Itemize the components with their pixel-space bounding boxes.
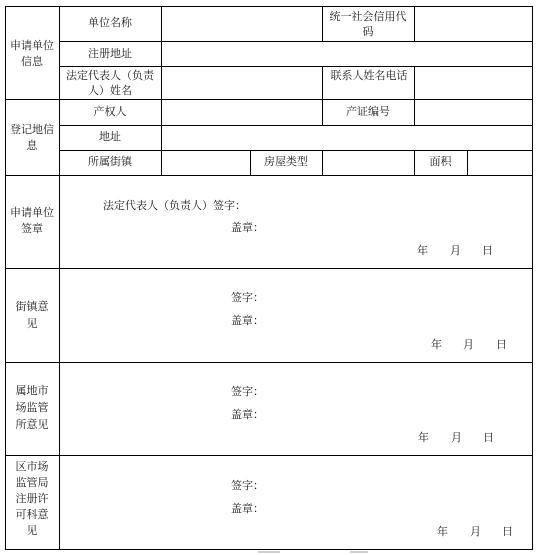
area-label: 面积 (429, 155, 452, 168)
credit-code-label: 统一社会信用代码 (329, 10, 407, 38)
unit-name-label: 单位名称 (88, 16, 132, 29)
district-bureau-signature-label: 签字： (231, 479, 264, 492)
district-bureau-section-label: 区市场监管局注册许可科意见 (15, 460, 49, 537)
site-info-section-label: 登记地信息 (10, 123, 54, 152)
page-footer-mark (258, 551, 280, 553)
legal-rep-signature-label: 法定代表人（负责人）签字： (103, 199, 246, 212)
house-type-label: 房屋类型 (264, 155, 308, 168)
legal-rep-label: 法定代表人（负责人）姓名 (66, 69, 154, 97)
street-label: 所属街镇 (88, 155, 132, 168)
market-office-date-month: 月 (451, 431, 462, 444)
street-seal-label: 盖章： (231, 314, 264, 327)
street-opinion-section-label: 街镇意见 (15, 300, 49, 330)
contact-label: 联系人姓名电话 (330, 69, 408, 82)
district-bureau-seal-label: 盖章： (231, 502, 264, 515)
market-office-seal-label: 盖章： (231, 408, 264, 421)
street-signature-label: 签字： (231, 291, 264, 304)
district-bureau-date-year: 年 (437, 525, 448, 538)
applicant-seal-label: 盖章： (231, 221, 264, 234)
market-office-date-year: 年 (418, 431, 429, 444)
applicant-info-section-label: 申请单位信息 (10, 39, 54, 68)
market-office-section-label: 属地市场监管所意见 (15, 384, 49, 431)
district-bureau-date-month: 月 (470, 525, 481, 538)
applicant-date-day: 日 (482, 244, 493, 257)
owner-label: 产权人 (93, 105, 127, 118)
market-office-signature-label: 签字： (231, 385, 264, 398)
district-bureau-date-day: 日 (502, 525, 513, 538)
street-date-month: 月 (463, 338, 474, 351)
reg-address-label: 注册地址 (88, 47, 132, 60)
page-footer-mark (350, 551, 368, 553)
cert-no-label: 产证编号 (346, 105, 390, 118)
market-office-date-day: 日 (483, 431, 494, 444)
applicant-sign-section-label: 申请单位签章 (10, 206, 54, 235)
applicant-date-month: 月 (450, 244, 461, 257)
applicant-date-year: 年 (417, 244, 428, 257)
site-address-label: 地址 (99, 130, 121, 143)
street-date-year: 年 (431, 338, 442, 351)
street-date-day: 日 (496, 338, 507, 351)
